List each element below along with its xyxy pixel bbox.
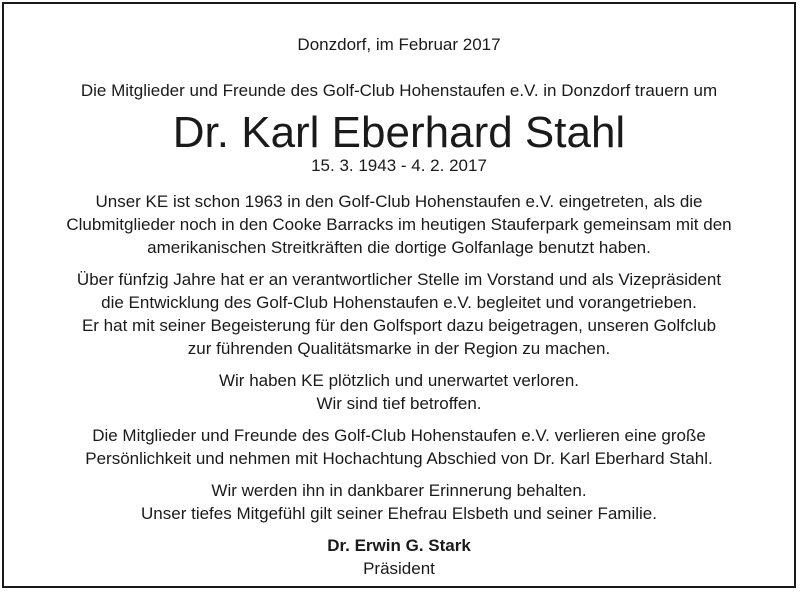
paragraph-3-line: Wir sind tief betroffen. (316, 394, 482, 413)
obituary-notice (2, 2, 796, 588)
paragraph-5-line: Unser tiefes Mitgefühl gilt seiner Ehefrau Elsbeth und seiner Familie. (141, 504, 657, 523)
paragraph-1-line: amerikanischen Streitkräften die dortige Golfanlage benutzt haben. (147, 238, 651, 257)
paragraph-2-line: die Entwicklung des Golf-Club Hohenstaufen e.V. begleitet und vorangetrieben. (101, 293, 697, 312)
paragraph-2-line: Über fünfzig Jahre hat er an verantwortlicher Stelle im Vorstand und als Vizepräsident (76, 270, 722, 289)
intro-line: Die Mitglieder und Freunde des Golf-Club Hohenstaufen e.V. in Donzdorf trauern um (80, 81, 718, 100)
signer-name: Dr. Erwin G. Stark (327, 536, 471, 555)
paragraph-1-line: Clubmitglieder noch in den Cooke Barracks im heutigen Stauferpark gemeinsam mit den (66, 215, 732, 234)
deceased-name: Dr. Karl Eberhard Stahl (172, 108, 626, 157)
paragraph-5-line: Wir werden ihn in dankbarer Erinnerung behalten. (211, 481, 587, 500)
paragraph-4-line: Die Mitglieder und Freunde des Golf-Club Hohenstaufen e.V. verlieren eine große (92, 426, 706, 445)
place-date: Donzdorf, im Februar 2017 (297, 35, 501, 54)
paragraph-4-line: Persönlichkeit und nehmen mit Hochachtung Abschied von Dr. Karl Eberhard Stahl. (85, 449, 713, 468)
signer-title: Präsident (363, 559, 435, 578)
life-dates: 15. 3. 1943 - 4. 2. 2017 (311, 156, 487, 175)
paragraph-1-line: Unser KE ist schon 1963 in den Golf-Club Hohenstaufen e.V. eingetreten, als die (95, 192, 703, 211)
paragraph-2-line: Er hat mit seiner Begeisterung für den Golfsport dazu beigetragen, unseren Golfclub (81, 316, 717, 335)
paragraph-3-line: Wir haben KE plötzlich und unerwartet verloren. (218, 371, 579, 390)
paragraph-2-line: zur führenden Qualitätsmarke in der Region zu machen. (187, 339, 611, 358)
